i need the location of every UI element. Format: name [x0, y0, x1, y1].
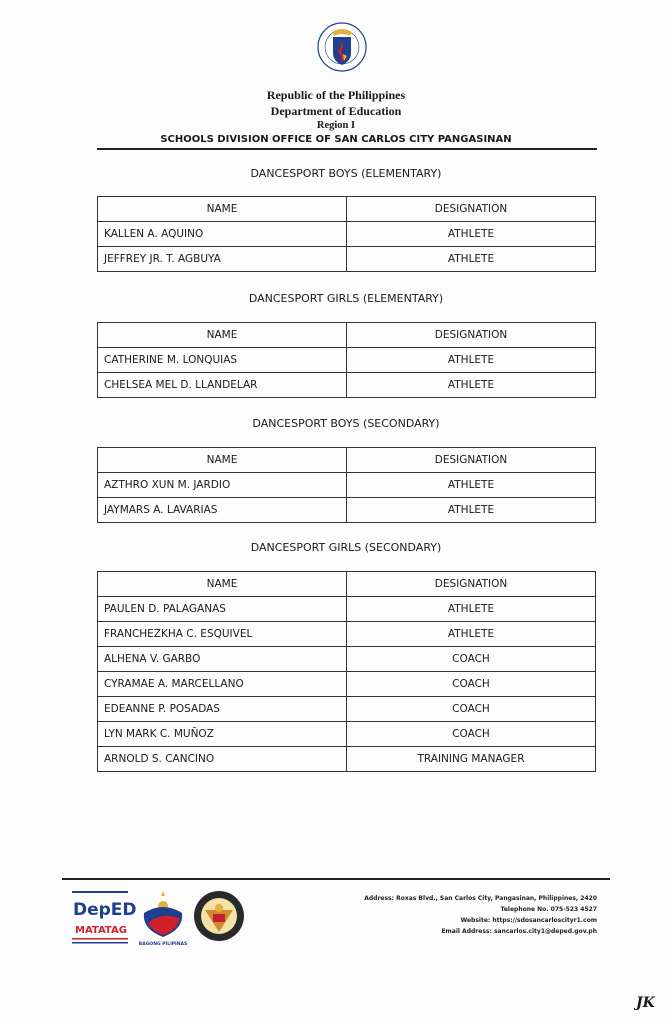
table-row: [98, 647, 596, 672]
cell-name: ALHENA V. GARBO: [98, 647, 347, 672]
cell-name: CATHERINE M. LONQUIAS: [98, 348, 347, 373]
table-header-row: [98, 197, 596, 222]
table-header-row: [98, 323, 596, 348]
office-address: Address: Roxas Blvd., San Carlos City, Pangasinan, Philippines, 2420: [364, 895, 597, 902]
cell-name: JEFFREY JR. T. AGBUYA: [98, 247, 347, 272]
cell-name: CYRAMAE A. MARCELLANO: [98, 672, 347, 697]
column-header-designation: DESIGNATION: [347, 572, 596, 597]
section-title: DANCESPORT GIRLS (ELEMENTARY): [248, 292, 444, 305]
header-division-office: SCHOOLS DIVISION OFFICE OF SAN CARLOS CITY PANGASINAN: [160, 134, 512, 145]
header-department: Department of Education: [270, 104, 402, 118]
column-header-designation: DESIGNATION: [347, 323, 596, 348]
footer-divider: [62, 878, 610, 880]
cell-designation: TRAINING MANAGER: [347, 747, 596, 772]
cell-name: KALLEN A. AQUINO: [98, 222, 347, 247]
cell-designation: COACH: [347, 647, 596, 672]
table-row: [98, 247, 596, 272]
table-row: [98, 622, 596, 647]
office-email: Email Address: sancarlos.city1@deped.gov.ph: [441, 928, 597, 935]
deped-seal-logo: [317, 20, 367, 82]
roster-table-boys-secondary: [97, 447, 596, 523]
cell-name: PAULEN D. PALAGANAS: [98, 597, 347, 622]
cell-name: ARNOLD S. CANCINO: [98, 747, 347, 772]
roster-table-boys-elementary: [97, 196, 596, 272]
cell-designation: ATHLETE: [347, 622, 596, 647]
column-header-name: NAME: [98, 197, 347, 222]
cell-designation: ATHLETE: [347, 473, 596, 498]
table-row: [98, 373, 596, 398]
table-row: [98, 722, 596, 747]
table-row: [98, 597, 596, 622]
cell-designation: COACH: [347, 722, 596, 747]
svg-text:MATATAG: MATATAG: [75, 925, 127, 936]
cell-designation: COACH: [347, 672, 596, 697]
header-divider: [97, 148, 597, 150]
table-row: [98, 498, 596, 523]
section-title: DANCESPORT BOYS (SECONDARY): [252, 417, 440, 430]
office-contact-info: [364, 893, 597, 937]
cell-name: FRANCHEZKHA C. ESQUIVEL: [98, 622, 347, 647]
table-row: [98, 697, 596, 722]
roster-table-girls-elementary: [97, 322, 596, 398]
table-header-row: [98, 448, 596, 473]
cell-name: JAYMARS A. LAVARIAS: [98, 498, 347, 523]
svg-text:DepED: DepED: [73, 900, 137, 920]
column-header-name: NAME: [98, 572, 347, 597]
cell-name: EDEANNE P. POSADAS: [98, 697, 347, 722]
handwritten-initials: JK: [636, 995, 655, 1011]
cell-name: AZTHRO XUN M. JARDIO: [98, 473, 347, 498]
header-region: Region I: [316, 120, 356, 131]
office-telephone: Telephone No. 075-523 4527: [500, 906, 597, 913]
deped-matatag-logo: [72, 891, 137, 947]
svg-text:BAGONG PILIPINAS: BAGONG PILIPINAS: [138, 942, 188, 947]
table-row: [98, 222, 596, 247]
division-office-seal-logo: [193, 890, 245, 942]
column-header-name: NAME: [98, 323, 347, 348]
table-row: [98, 348, 596, 373]
cell-name: LYN MARK C. MUÑOZ: [98, 722, 347, 747]
table-row: [98, 747, 596, 772]
column-header-name: NAME: [98, 448, 347, 473]
cell-designation: ATHLETE: [347, 597, 596, 622]
cell-name: CHELSEA MEL D. LLANDELAR: [98, 373, 347, 398]
table-row: [98, 672, 596, 697]
header-republic: Republic of the Philippines: [266, 88, 406, 102]
cell-designation: ATHLETE: [347, 247, 596, 272]
cell-designation: ATHLETE: [347, 373, 596, 398]
cell-designation: COACH: [347, 697, 596, 722]
table-header-row: [98, 572, 596, 597]
section-title: DANCESPORT BOYS (ELEMENTARY): [250, 167, 442, 180]
cell-designation: ATHLETE: [347, 222, 596, 247]
bagong-pilipinas-logo: [140, 889, 186, 947]
column-header-designation: DESIGNATION: [347, 197, 596, 222]
roster-table-girls-secondary: [97, 571, 596, 772]
table-row: [98, 473, 596, 498]
cell-designation: ATHLETE: [347, 498, 596, 523]
cell-designation: ATHLETE: [347, 348, 596, 373]
column-header-designation: DESIGNATION: [347, 448, 596, 473]
office-website: Website: https://sdosancarloscityr1.com: [460, 917, 597, 924]
section-title: DANCESPORT GIRLS (SECONDARY): [250, 541, 442, 554]
